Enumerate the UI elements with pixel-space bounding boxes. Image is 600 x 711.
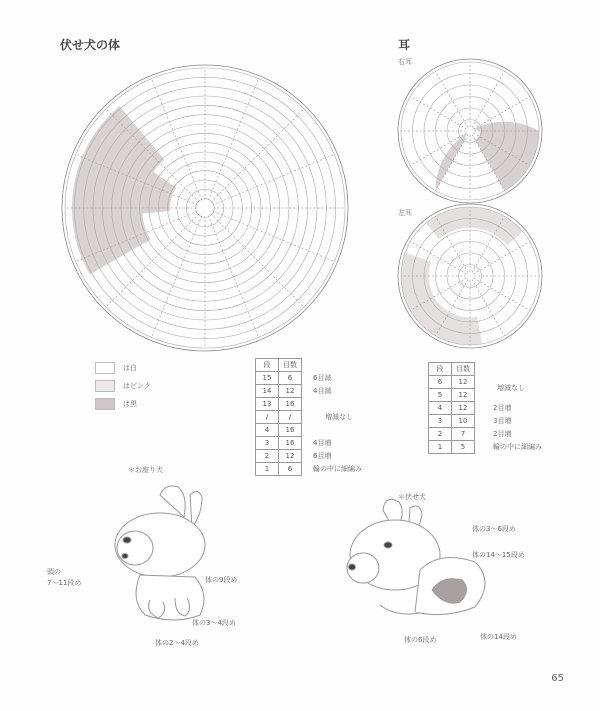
table-cell: 5 [429, 389, 452, 402]
sitting-dog-note: 頭の [47, 568, 61, 576]
table-row [429, 441, 475, 454]
table-cell: 7 [452, 428, 475, 441]
sitting-dog-illustration [115, 486, 205, 620]
table-header [256, 359, 302, 372]
ear-table-note: 輪の中に細編み [493, 443, 542, 451]
chart-ring [459, 265, 482, 288]
table-cell: 16 [279, 398, 302, 411]
table-cell: / [256, 411, 279, 424]
lying-dog-note: 体の14～15段め [472, 551, 525, 559]
ear-section-title: 耳 [398, 38, 411, 52]
ear-table-note: 増減なし [497, 384, 525, 392]
table-cell: 15 [256, 372, 279, 385]
sitting-dog-note: 体の2～4段め [155, 639, 199, 647]
right-ear-label: 右耳 [398, 58, 412, 66]
table-cell: 16 [279, 424, 302, 437]
table-row [256, 411, 302, 424]
sitting-dog-note: 体の3～4段め [192, 619, 236, 627]
table-row [256, 372, 302, 385]
body-section-title: 伏せ犬の体 [60, 38, 121, 52]
chart-spoke [474, 242, 530, 274]
legend-swatch-pink [95, 380, 115, 392]
table-cell: 6 [279, 372, 302, 385]
chart-spoke [474, 278, 530, 310]
right-ear-chart [398, 59, 542, 203]
lying-dog-note: 体の6段め [404, 636, 437, 644]
lying-dog-label: ＊伏せ犬 [398, 493, 426, 501]
table-cell: 1 [256, 463, 279, 476]
table-cell: 3 [256, 437, 279, 450]
table-row [256, 450, 302, 463]
legend-label-pink: はピンク [123, 382, 151, 390]
shaded-region [426, 207, 523, 245]
left-ear-chart [398, 204, 542, 348]
table-cell: 10 [452, 415, 475, 428]
sitting-dog-label: ＊お座り犬 [128, 466, 163, 474]
ear-table-note: 2目増 [493, 430, 512, 438]
table-cell: / [279, 411, 302, 424]
table-row [256, 398, 302, 411]
table-cell: 14 [256, 385, 279, 398]
legend-swatch-black [95, 398, 115, 410]
body-table-note: 増減なし [325, 413, 353, 421]
table-cell: 5 [452, 441, 475, 454]
table-header [429, 363, 475, 376]
table-cell: 6 [279, 463, 302, 476]
table-cell: 1 [429, 441, 452, 454]
table-cell: 13 [256, 398, 279, 411]
legend-swatch-white [95, 362, 115, 374]
sitting-dog-note: 体の9段め [205, 576, 238, 584]
table-cell: 4 [429, 402, 452, 415]
chart-spoke [436, 135, 468, 191]
ear-stitch-table [428, 362, 475, 454]
table-row [429, 402, 475, 415]
body-table-note: 4目増 [313, 439, 332, 447]
ear-table-note: 2目増 [493, 404, 512, 412]
body-crochet-chart [62, 65, 348, 351]
table-cell: 12 [452, 376, 475, 389]
legend-label-black: は黒 [123, 400, 137, 408]
table-row [429, 389, 475, 402]
sitting-dog-note: 7～11段め [47, 579, 82, 587]
chart-spoke [472, 71, 504, 127]
table-header-cell: 目数 [452, 363, 475, 376]
table-row [256, 424, 302, 437]
table-cell: 12 [279, 450, 302, 463]
legend-white [95, 362, 137, 374]
table-row [429, 415, 475, 428]
table-header-cell: 段 [256, 359, 279, 372]
body-table-note: 6目増 [313, 452, 332, 460]
body-table-note: 6目減 [313, 374, 332, 382]
ear-table-note: 3目増 [493, 417, 512, 425]
left-ear-label: 左耳 [398, 209, 412, 217]
legend-pink [95, 380, 151, 392]
table-row [256, 385, 302, 398]
table-cell: 6 [429, 376, 452, 389]
legend-label-white: は白 [123, 364, 137, 372]
table-cell: 12 [452, 389, 475, 402]
table-row [256, 463, 302, 476]
body-table-note: 4目減 [313, 387, 332, 395]
table-cell: 16 [279, 437, 302, 450]
table-cell: 2 [429, 428, 452, 441]
lying-dog-note: 体の14段め [480, 633, 517, 641]
table-row [429, 376, 475, 389]
table-header-cell: 目数 [279, 359, 302, 372]
body-stitch-table [255, 358, 302, 476]
chart-spoke [410, 97, 466, 129]
table-row [429, 428, 475, 441]
table-cell: 12 [279, 385, 302, 398]
table-row [256, 437, 302, 450]
table-cell: 12 [452, 402, 475, 415]
table-cell: 3 [429, 415, 452, 428]
chart-ring [447, 253, 493, 299]
table-cell: 2 [256, 450, 279, 463]
page-number: 65 [551, 673, 564, 684]
chart-spoke [436, 71, 468, 127]
lying-dog-note: 体の3～6段め [472, 525, 516, 533]
legend-black [95, 398, 137, 410]
shaded-region [475, 131, 539, 191]
body-table-note: 輪の中に細編み [313, 465, 362, 473]
table-header-cell: 段 [429, 363, 452, 376]
lying-dog-illustration [347, 499, 485, 614]
table-cell: 4 [256, 424, 279, 437]
